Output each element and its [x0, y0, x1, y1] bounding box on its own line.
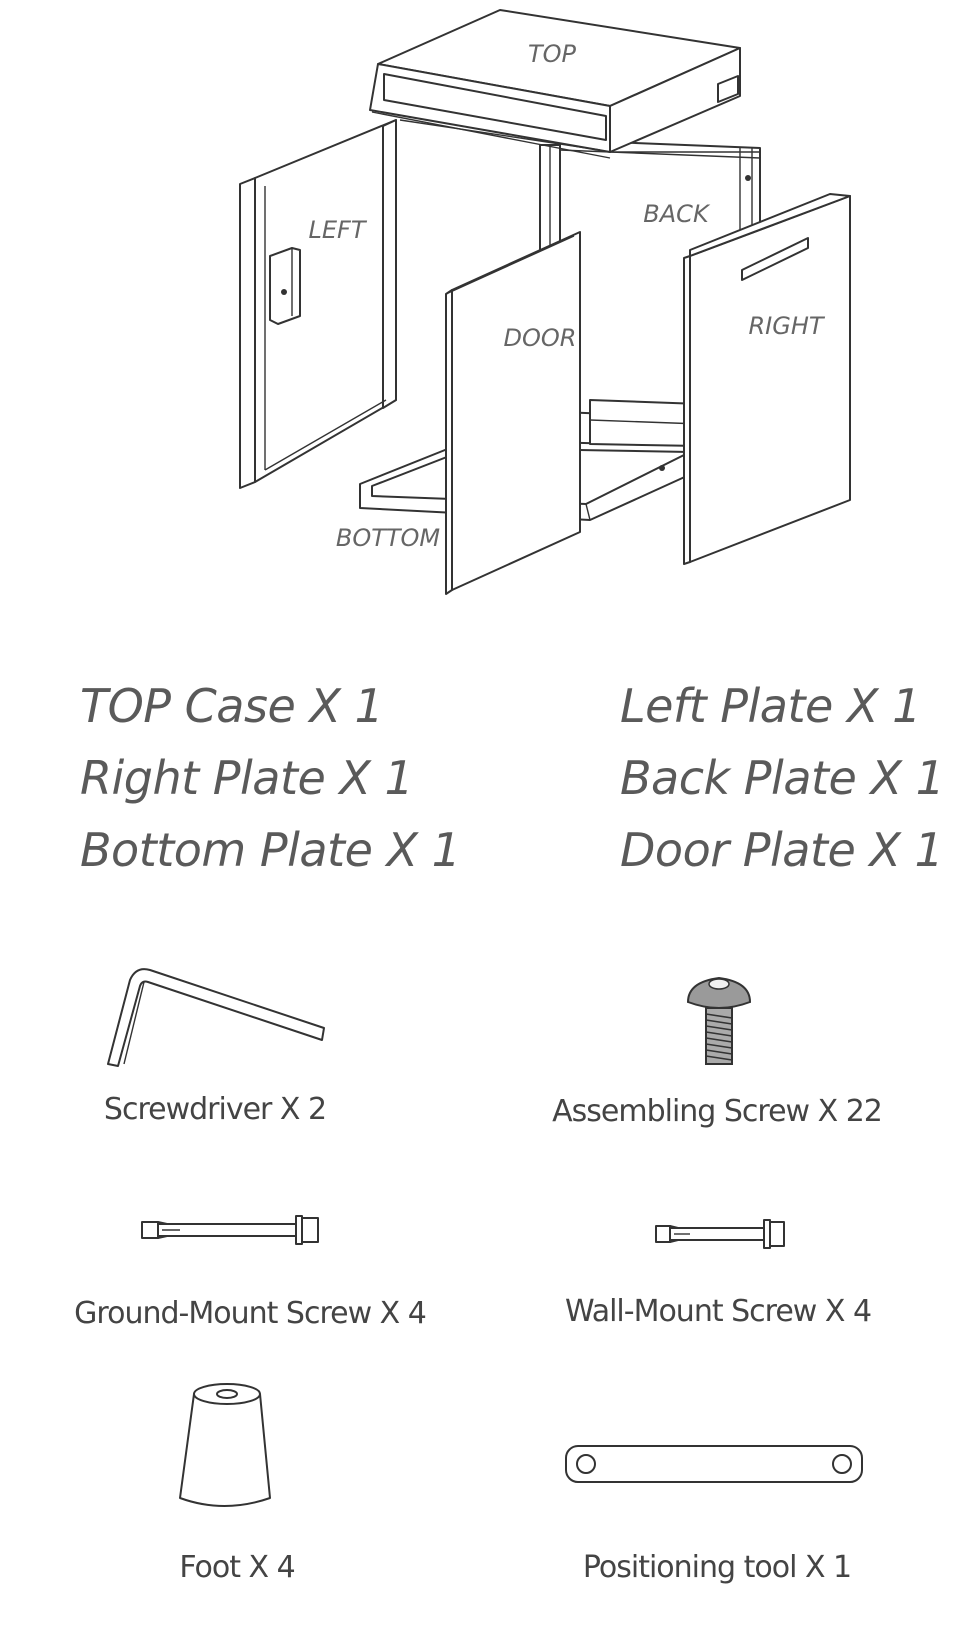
cabinet-exploded-diagram — [0, 0, 954, 610]
part-top-case: TOP Case X 1 — [80, 679, 384, 733]
label-left: LEFT — [308, 216, 366, 244]
wall-mount-screw-icon — [652, 1214, 792, 1254]
part-back-plate: Back Plate X 1 — [620, 751, 945, 805]
door-panel — [446, 232, 580, 594]
positioning-tool-icon — [560, 1438, 870, 1488]
part-door-plate: Door Plate X 1 — [620, 823, 944, 877]
assembling-screw-label: Assembling Screw X 22 — [552, 1094, 882, 1129]
part-right-plate: Right Plate X 1 — [80, 751, 414, 805]
foot-icon — [176, 1374, 286, 1516]
parts-list — [0, 670, 954, 890]
screwdriver-label: Screwdriver X 2 — [103, 1092, 327, 1127]
ground-mount-screw-label: Ground-Mount Screw X 4 — [74, 1296, 426, 1331]
part-left-plate: Left Plate X 1 — [620, 679, 921, 733]
screwdriver-icon — [100, 960, 340, 1070]
foot-label: Foot X 4 — [179, 1550, 295, 1585]
top-case — [370, 10, 760, 158]
part-bottom-plate: Bottom Plate X 1 — [80, 823, 461, 877]
parts-list-left-column — [80, 670, 460, 886]
label-back: BACK — [643, 200, 709, 228]
label-bottom: BOTTOM — [335, 524, 441, 552]
label-right: RIGHT — [748, 312, 824, 340]
wall-mount-screw-label: Wall-Mount Screw X 4 — [564, 1294, 872, 1329]
ground-mount-screw-icon — [136, 1210, 326, 1250]
assembling-screw-icon — [684, 972, 754, 1072]
left-panel — [240, 120, 396, 488]
right-panel — [684, 194, 850, 564]
positioning-tool-label: Positioning tool X 1 — [582, 1550, 852, 1585]
label-door: DOOR — [503, 324, 577, 352]
label-top: TOP — [527, 40, 577, 68]
parts-list-right-column — [620, 670, 944, 886]
